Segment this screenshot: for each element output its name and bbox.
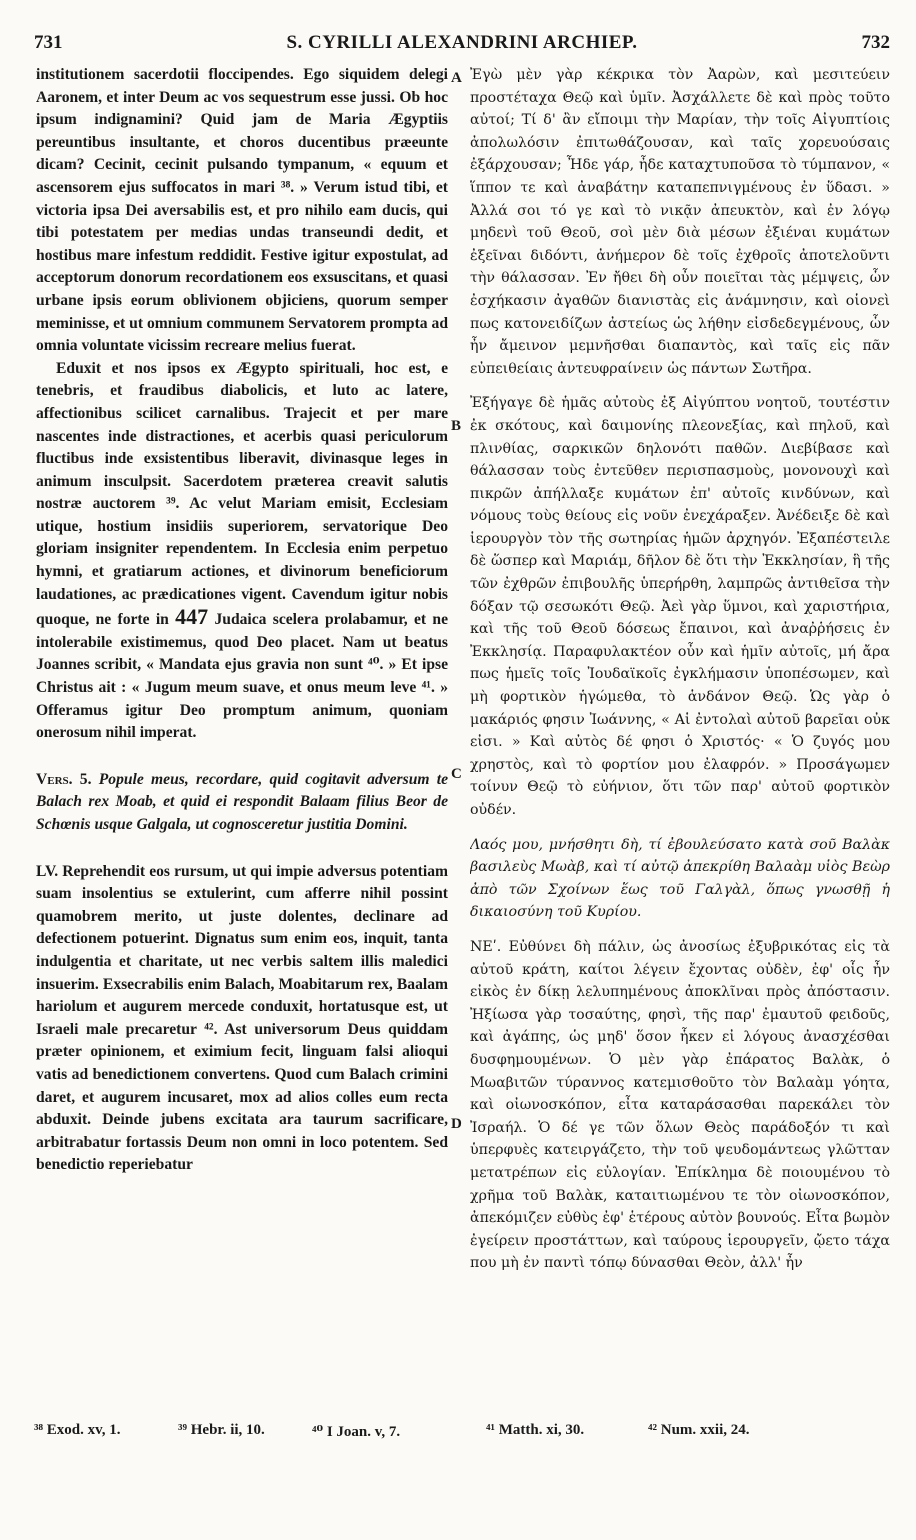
verse-label: Vers. 5. [36, 770, 92, 788]
margin-marker-c: C [451, 766, 462, 782]
greek-paragraph-3 [470, 936, 890, 1275]
latin-paragraph-2 [36, 358, 448, 745]
footnote-40: ⁴⁰ I Joan. v, 7. [312, 1424, 401, 1440]
spacer [470, 924, 890, 936]
greek-paragraph-1: Ἐγὼ μὲν γὰρ κέκρικα τὸν Ἀαρὼν, καὶ μεσιτεύειν προστέταχα Θεῷ καὶ ὑμῖν. Ἀσχάλλετε δὲ καὶ πρὸς τοῦτο αὐτοί; Τί δ' ἂν εἴποιμι τὴν Μαρίαν, τὴν τοῖς Αἰγυπτίοις ἀπολωλόσιν ἐπιτωθάζουσαν, καὶ ταῖς χορευούσαις ἐξάρχουσαν; Ἦδε γάρ, ἦδε καταχτυποῦσα τὸ τύμπανον, « ἵππον τε καὶ ἀναβάτην καταπεπνιγμένους ἐν ὕδασι. » Ἀλλά σοι τό γε καὶ τὸ νικᾷν ἀπευκτὸν, καὶ ἐν λόγῳ μηδενὶ τοῦ Θεοῦ, σοὶ μὲν διὰ μέσων ἐξιέναι κυμάτων ἐξεῖναι διδόντι, ἀνήμερον δὲ τοῖς ἐχθροῖς ἀποτελοῦντι τὴν θάλασσαν. Ἐν ἤθει δὴ οὖν ποιεῖται τὰς μέμψεις, ὧν ἐσχήκασιν ἀγαθῶν διανιστὰς εἰς ἀνάμνησιν, καὶ οἱονεὶ πως κατονειδίζων ἀστείως ὡς λήθην εἰσδεδεγμένους, ὧν ἦν ἄμεινον μεμνῆσθαι διαπαντὸς, καὶ ταῖς εἰς πᾶν εὐπειθείαις ἀντευφραίνειν ὡς πάντων Σωτῆρα. [470, 67, 890, 377]
footnote-42: ⁴² Num. xxii, 24. [648, 1422, 750, 1438]
greek-column [470, 64, 890, 1380]
running-title: S. CYRILLI ALEXANDRINI ARCHIEP. [286, 32, 638, 53]
footnote-39: ³⁹ Hebr. ii, 10. [178, 1422, 265, 1438]
spacer [470, 822, 890, 834]
latin-verse [36, 769, 448, 837]
greek-section-label: ΝΕʹ. [470, 938, 502, 955]
spacer [36, 837, 448, 861]
spacer [470, 380, 890, 392]
latin-verse-text: Popule meus, recordare, quid cogitavit adversum te Balach rex Moab, et quid ei respondit Balaam filius Beor de Schœnis usque Galgala, ut cognosceretur justitia Domini. [36, 770, 448, 833]
spacer [36, 745, 448, 769]
column-number: 447 [175, 604, 209, 630]
footnote-38: ³⁸ Exod. xv, 1. [34, 1422, 121, 1438]
margin-marker-a: A [451, 70, 462, 86]
page-header [34, 32, 890, 60]
margin-marker-b: B [451, 418, 462, 434]
section-label: LV. [36, 862, 59, 880]
page-number-left: 731 [34, 32, 63, 53]
latin-paragraph-3 [36, 861, 448, 1177]
page-number-right: 732 [861, 32, 890, 53]
latin-column [36, 64, 448, 1380]
latin-paragraph-2-part-a: Eduxit et nos ipsos ex Ægypto spirituali, hoc est, e tenebris, et fraudibus diabolicis, et luto ac latere, affectionibus scilicet carnalibus. Trajecit et per mare nascentes inde distractiones, et acerbis quasi periculorum fluctibus inde exsistentibus liberavit, divinasque leges in animum insculpsit. Sacerdotem prætereа creavit salutis nostræ auctorem ³⁹. Ac velut Mariam emisit, Ecclesiam utique, hostium insidiis superiorem, servatorique Deo gloriam insigniter rependentem. In Ecclesia enim perpetuo hymni, et gratiarum actiones, et divinorum beneficiorum laudationes, ac prædicationes vigent. Cavendum igitur nobis quoque, ne forte in [36, 359, 448, 629]
latin-paragraph-3-text: Reprehendit eos rursum, ut qui impie adversus potentiam suam insolentius se extulerint, cum afferre nihil possint quamobrem merito, ut juste dolentes, declinare ad defectionem potuerint. Dignatus sum enim eos, inquit, tanta indulgentia et charitate, ut nec verbis saltem illis maledici insuerim. Exsecrabilis enim Balach, Moabitarum rex, Baalam hariolum et augurem mercede conduxit, hortatusque est, ut Israeli male precaretur ⁴². Ast universorum Deus quiddam præter opinionem, et eximium fecit, linguam falsi alioqui vatis ad benedictionem convertens. Quod cum Balach crimini daret, et augurem incusaret, mox ad alios colles eum recta abduxit. Deinde jubens excitata ara taurum sacrificare, arbitrabatur fortassis Deum non omni in loco potentem. Sed benedictio reperiebatur [36, 862, 448, 1174]
margin-marker-d: D [451, 1116, 462, 1132]
footnote-41: ⁴¹ Matth. xi, 30. [486, 1422, 585, 1438]
greek-paragraph-3-text: Εὐθύνει δὴ πάλιν, ὡς ἀνοσίως ἐξυβρικότας εἰς τὰ αὐτοῦ κράτη, καίτοι λέγειν ἔχοντας οὐδὲν, ἐφ' οἷς ἦν εἰκὸς ἐν δίκῃ λελυπημένους ἀποκλῖναι πρὸς ἀπόστασιν. Ἠξίωσα γὰρ τοσαύτης, φησὶ, τῆς παρ' ἐμαυτοῦ φειδοῦς, καὶ ἀγάπης, ὡς μηδ' ὅσον ἧκεν εἰ λόγους ἀνασχέσθαι δυσφημουμένων. Ὁ μὲν γὰρ ἐπάρατος Βαλὰκ, ὁ Μωαβιτῶν τύραννος κατεμισθοῦτο τὸν Βαλαὰμ γόητα, καὶ οἰωνοσκόπον, εἶτα καταράσασθαι παρεκάλει τὸν Ἰσραήλ. Ὁ δέ γε τῶν ὅλων Θεὸς παράδοξόν τι καὶ ὑπερφυὲς κατειργάζετο, τὴν τοῦ ψευδομάντεως γλῶτταν μετατρέπων εἰς εὐλογίαν. Ἐπίκλημα δὲ ποιουμένου τὸ χρῆμα τοῦ Βαλὰκ, καταιτιωμένου τε τὸν οἰωνοσκόπον, ἀπεκόμιζεν εὐθὺς ἐφ' ἑτέρους αὐτὸν βουνούς. Εἶτα βωμὸν ἐγείρειν προστάττων, καὶ ταύρους ἱερουργεῖν, ᾤετο τάχα που μὴ ἐν παντὶ τόπῳ δύνασθαι Θεὸν, ἀλλ' ἦν [470, 938, 890, 1272]
latin-paragraph-2-part-b: Judaica scelera prolabamur, et ne intolerabile existimemus, quod Deo placet. Nam ut beatus Joannes scribit, « Mandata ejus gravia non sunt ⁴⁰. » Et ipse Christus ait : « Jugum meum suave, et onus meum leve ⁴¹. » Offeramus igitur Deo promptum animum, quoniam onerosum nihil imperat. [36, 611, 448, 742]
latin-paragraph-1: institutionem sacerdotii floccipendes. Ego siquidem delegi Aaronem, et inter Deum ac vos sequestrum esse jussi. Ob hoc ipsum indignamini? Quid jam de Maria Ægyptiis pereuntibus insultante, et choros ducentibus præeunte dicam? Cecinit, cecinit pulsando tympanum, « equum et ascensorem ejus suffocatos in mari ³⁸. » Verum istud tibi, et victoria ipsa Dei aversabilis est, et pro nihilo eam ducis, qui tibi potestatem per medias undas transeundi dedit, et hostibus mare infestum reddidit. Festive igitur expostulat, ad acceptorum donorum recordationem eos exsuscitans, et quasi urbane ipsis eorum oblivionem objiciens, quorum semper meminisse, et ut omnium communem Servatorem prompta ad omnia voluntate vicissim recreare melius fuerat. [36, 66, 448, 355]
greek-paragraph-2: Ἐξήγαγε δὲ ἡμᾶς αὐτοὺς ἐξ Αἰγύπτου νοητοῦ, τουτέστιν ἐκ σκότους, καὶ δαιμονίης πλεονεξίας, καὶ πηλοῦ, καὶ πλινθίας, σαρκικῶν δηλονότι παθῶν. Διεβίβασε καὶ θάλασσαν τοὺς ἐντεῦθεν περισπασμοὺς, μονονουχὶ καὶ πικρῶν ἀπήλλαξε κυμάτων ἐπ' αὐτοῖς κινδύνων, καὶ νόμους τοὺς θείους εἰς νοῦν ἐνεχάραξεν. Ἀνέδειξε δὲ καὶ ἱερουργὸν τὸν τῆς σωτηρίας ἡμῶν ἀρχηγόν. Ἐξαπέστειλε δὲ ὥσπερ καὶ Μαριάμ, δῆλον δὲ ὅτι τὴν Ἐκκλησίαν, ἣ τῆς τῶν ἐχθρῶν ἐπιβουλῆς ὑπερήρθη, λαμπρῶς ἀντιθεῖσα τὴν δόξαν τῷ σεσωκότι Θεῷ. Ἀεὶ γὰρ ὕμνοι, καὶ χαριστήρια, καὶ τῆς τοῦ Θεοῦ δόσεως ἔπαινοι, καὶ ἀναῤῥήσεις ἐν Ἐκκλησίᾳ. Παραφυλακτέον οὖν καὶ ἡμῖν αὐτοῖς, μή ἄρα πως ἡμεῖς τοῖς Ἰουδαϊκοῖς ἐγκλήμασιν ὑποπέσωμεν, καὶ μὴ φορτικὸν ἡγώμεθα, τὸ ἁνδάνον Θεῷ. Ὡς γὰρ ὁ μακάριός φησιν Ἰωάννης, « Αἱ ἐντολαὶ αὐτοῦ βαρεῖαι οὐκ εἰσι. » Καὶ αὐτὸς δέ φησι ὁ Χριστός· « Ὁ ζυγός μου χρηστὸς, καὶ τὸ φορτίον μου ἐλαφρόν. » Προσάγωμεν τοίνυν Θεῷ τὸ εὐήνιον, ὅτι τῶν παρ' αὐτοῦ φορτικὸν οὐδέν. [470, 395, 890, 818]
greek-verse: Λαός μου, μνήσθητι δὴ, τί ἐβουλεύσατο κατὰ σοῦ Βαλὰκ βασιλεὺς Μωὰβ, καὶ τί αὐτῷ ἀπεκρίθη Βαλαὰμ υἱὸς Βεὼρ ἀπὸ τῶν Σχοίνων ἕως τοῦ Γαλγὰλ, ὅπως γνωσθῇ ἡ δικαιοσύνη τοῦ Κυρίου. [470, 836, 890, 921]
footnotes [34, 1422, 890, 1446]
